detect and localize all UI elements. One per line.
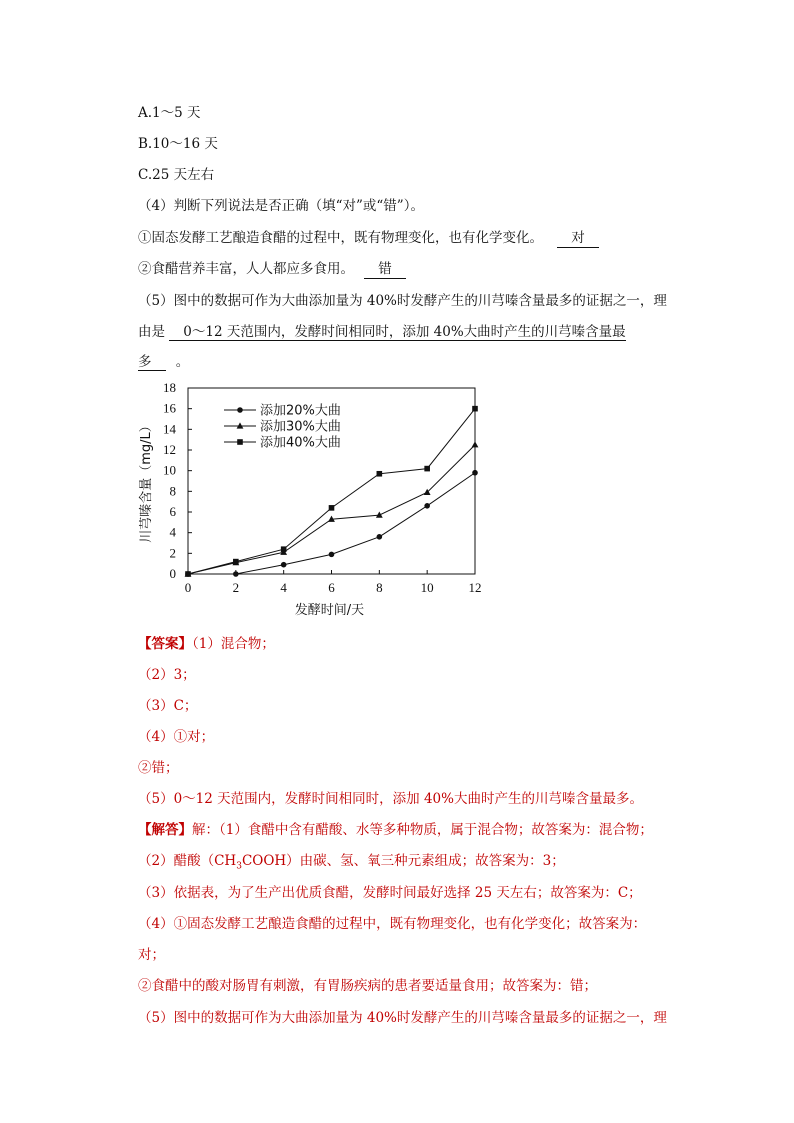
answer-5: （5）0～12 天范围内，发酵时间相同时，添加 40%大曲时产生的川芎嗪含量最多。 xyxy=(138,791,643,807)
data-point-square xyxy=(281,546,287,552)
reason-prefix: 由是 xyxy=(138,324,165,340)
answer-2: （2）3； xyxy=(138,667,196,683)
data-point-circle xyxy=(424,503,430,509)
statement-2-answer: 错 xyxy=(364,260,406,279)
answer-4b: ②错； xyxy=(138,760,179,776)
data-point-triangle xyxy=(376,512,383,518)
data-point-square xyxy=(233,559,239,565)
y-tick-label: 2 xyxy=(169,545,176,561)
y-tick-label: 14 xyxy=(163,421,176,437)
y-tick-label: 4 xyxy=(169,524,176,540)
answer-tag: 【答案】 xyxy=(138,636,192,652)
data-point-circle xyxy=(281,562,287,568)
y-axis-label: 川芎嗪含量（mg/L） xyxy=(139,419,154,543)
analysis-2 xyxy=(138,852,565,876)
data-point-circle xyxy=(233,571,239,577)
analysis-5: （5）图中的数据可作为大曲添加量为 40%时发酵产生的川芎嗪含量最多的证据之一，理 xyxy=(138,1010,667,1026)
legend-label: 添加40%大曲 xyxy=(260,435,341,451)
analysis-2-b: COOH）由碳、氢、氧三种元素组成；故答案为：3； xyxy=(241,853,565,869)
data-point-square xyxy=(424,466,430,472)
data-point-square xyxy=(237,439,243,445)
tetramethylpyrazine-chart xyxy=(138,380,498,620)
question-4-stem: （4）判断下列说法是否正确（填“对”或“错”）。 xyxy=(138,198,424,214)
x-tick-label: 6 xyxy=(328,580,335,595)
analysis-2-a: （2）醋酸（CH xyxy=(138,853,237,869)
analysis-3: （3）依据表，为了生产出优质食醋，发酵时间最好选择 25 天左右；故答案为：C； xyxy=(138,885,642,901)
reason-answer-line-1: 0～12 天范围内，发酵时间相同时，添加 40%大曲时产生的川芎嗪含量最 xyxy=(169,324,625,341)
y-tick-label: 16 xyxy=(163,400,176,416)
y-tick-label: 10 xyxy=(163,462,176,478)
statement-1-text: ①固态发酵工艺酿造食醋的过程中，既有物理变化，也有化学变化。 xyxy=(138,230,543,246)
reason-period: 。 xyxy=(175,354,190,370)
legend-label: 添加20%大曲 xyxy=(260,403,341,419)
answer-3: （3）C； xyxy=(138,698,198,714)
analysis-line-1 xyxy=(138,821,653,839)
x-tick-label: 12 xyxy=(468,580,482,595)
answer-4a: （4）①对； xyxy=(138,729,215,745)
data-point-circle xyxy=(237,407,243,413)
analysis-4b: 对； xyxy=(138,947,165,963)
option-c: C.25 天左右 xyxy=(138,167,215,183)
y-tick-label: 0 xyxy=(169,566,176,581)
question-4-statement-2 xyxy=(138,260,406,279)
statement-2-text: ②食醋营养丰富，人人都应多食用。 xyxy=(138,261,354,277)
question-5-line-3 xyxy=(138,353,189,371)
analysis-2-sub: 3 xyxy=(236,861,242,872)
reason-answer-line-2: 多 xyxy=(138,354,166,371)
data-point-square xyxy=(329,505,335,511)
x-tick-label: 2 xyxy=(232,580,240,595)
answer-1: （1）混合物； xyxy=(192,636,275,652)
data-point-square xyxy=(185,571,191,577)
x-tick-label: 4 xyxy=(280,580,287,595)
y-tick-label: 12 xyxy=(163,442,176,457)
data-point-circle xyxy=(377,534,383,540)
data-point-triangle xyxy=(472,441,479,447)
answer-line-1 xyxy=(138,635,275,653)
option-a: A.1～5 天 xyxy=(138,105,201,121)
x-tick-label: 10 xyxy=(420,580,434,595)
question-5-line-1: （5）图中的数据可作为大曲添加量为 40%时发酵产生的川芎嗪含量最多的证据之一，理 xyxy=(138,293,667,309)
legend-label: 添加30%大曲 xyxy=(260,419,341,435)
x-tick-label: 0 xyxy=(184,580,192,595)
x-tick-label: 8 xyxy=(376,580,383,595)
analysis-4a: （4）①固态发酵工艺酿造食醋的过程中，既有物理变化，也有化学变化；故答案为： xyxy=(138,916,647,932)
data-point-circle xyxy=(472,470,478,476)
question-5-line-2 xyxy=(138,323,626,341)
analysis-tag: 【解答】 xyxy=(138,822,192,838)
y-tick-label: 8 xyxy=(169,483,176,499)
statement-1-answer: 对 xyxy=(557,229,599,248)
data-point-square xyxy=(472,406,478,412)
legend xyxy=(224,403,341,451)
data-point-circle xyxy=(329,552,335,558)
data-point-square xyxy=(377,471,383,477)
analysis-4c: ②食醋中的酸对肠胃有刺激，有胃肠疾病的患者要适量食用；故答案为：错； xyxy=(138,978,597,994)
y-tick-label: 18 xyxy=(163,380,176,395)
y-tick-label: 6 xyxy=(169,504,176,519)
question-4-statement-1 xyxy=(138,229,599,248)
analysis-1: 解：（1）食醋中含有醋酸、水等多种物质，属于混合物；故答案为：混合物； xyxy=(192,822,653,838)
option-b: B.10～16 天 xyxy=(138,136,218,152)
x-axis-label: 发酵时间/天 xyxy=(294,603,365,618)
